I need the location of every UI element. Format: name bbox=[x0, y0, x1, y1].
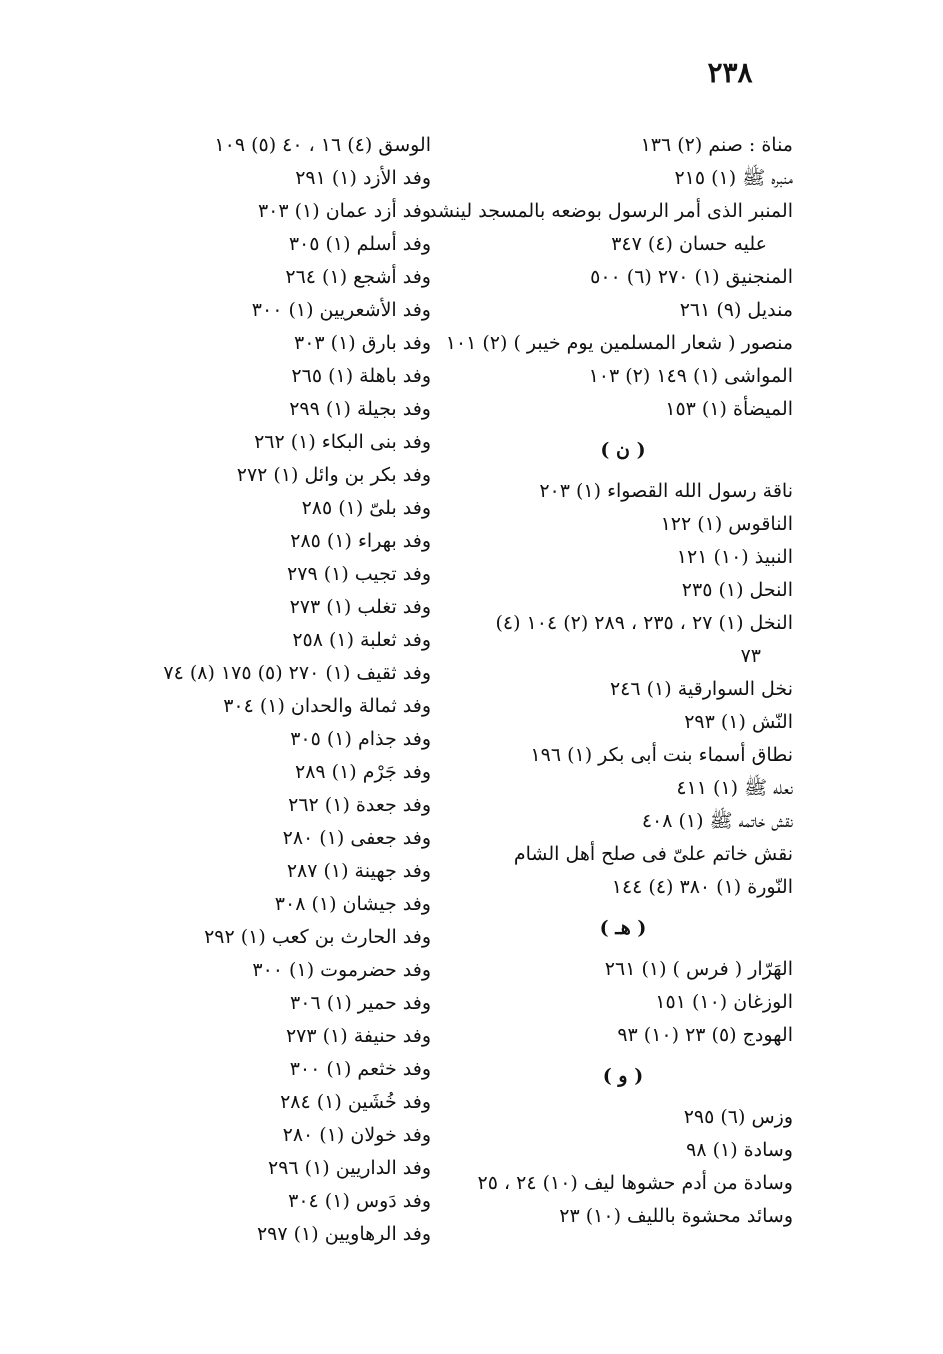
index-entry: الهَرّار ( فرس ) (١) ٢٦١ bbox=[604, 958, 793, 980]
page-number: ٢٣٨ bbox=[707, 56, 753, 89]
section-heading: ( و ) bbox=[602, 1065, 644, 1087]
index-entry: النحل (١) ٢٣٥ bbox=[681, 579, 793, 601]
index-entry: وفد جهينة (١) ٢٨٧ bbox=[286, 860, 431, 882]
index-entry: منديل (٩) ٢٦١ bbox=[679, 299, 793, 321]
index-entry: وفد أزد عمان (١) ٣٠٣ bbox=[257, 200, 431, 222]
index-entry: النّورة (١) ٣٨٠ (٤) ١٤٤ bbox=[611, 876, 793, 898]
index-entry: وفد جَرْم (١) ٢٨٩ bbox=[294, 761, 431, 783]
index-entry: وفد جيشان (١) ٣٠٨ bbox=[274, 893, 431, 915]
index-entry: وفد بلىّ (١) ٢٨٥ bbox=[301, 497, 431, 519]
index-column-left bbox=[101, 129, 431, 1251]
index-entry: النّش (١) ٢٩٣ bbox=[684, 711, 793, 733]
index-entry: وفد بنى البكاء (١) ٢٦٢ bbox=[254, 431, 431, 453]
index-entry: وفد باهلة (١) ٢٦٥ bbox=[291, 365, 431, 387]
index-column-right bbox=[428, 129, 793, 1233]
index-entry: وسادة من أدم حشوها ليف (١٠) ٢٤ ، ٢٥ bbox=[477, 1172, 793, 1194]
index-entry: وفد جعفى (١) ٢٨٠ bbox=[282, 827, 431, 849]
index-entry: وفد حنيفة (١) ٢٧٣ bbox=[285, 1025, 431, 1047]
index-entry: وسادة (١) ٩٨ bbox=[686, 1139, 793, 1161]
index-entry: ٧٣ bbox=[740, 645, 761, 667]
index-entry: وفد الأشعريين (١) ٣٠٠ bbox=[251, 299, 431, 321]
index-entry: وفد خثعم (١) ٣٠٠ bbox=[289, 1058, 431, 1080]
index-entry: نقش خاتم علىّ فى صلح أهل الشام bbox=[513, 843, 793, 865]
index-entry: وفد أسلم (١) ٣٠٥ bbox=[288, 233, 431, 255]
index-entry: وفد حضرموت (١) ٣٠٠ bbox=[252, 959, 431, 981]
index-entry: المواشى (١) ١٤٩ (٢) ١٠٣ bbox=[588, 365, 793, 387]
index-entry: نخل السوارقية (١) ٢٤٦ bbox=[609, 678, 793, 700]
index-entry: عليه حسان (٤) ٣٤٧ bbox=[611, 233, 767, 255]
index-entry: مناة : صنم (٢) ١٣٦ bbox=[640, 134, 793, 156]
index-entry: منصور ( شعار المسلمين يوم خيبر ) (٢) ١٠١ bbox=[445, 332, 793, 354]
index-entry: وفد دَوس (١) ٣٠٤ bbox=[288, 1190, 431, 1212]
index-entry: الهودج (٥) ٢٣ (١٠) ٩٣ bbox=[617, 1024, 793, 1046]
index-entry: وفد ثعلبة (١) ٢٥٨ bbox=[292, 629, 431, 651]
index-entry: النخل (١) ٢٧ ، ٢٣٥ ، ٢٨٩ (٢) ١٠٤ (٤) bbox=[495, 612, 793, 634]
index-entry: وفد ثقيف (١) ٢٧٠ (٥) ١٧٥ (٨) ٧٤ bbox=[163, 662, 431, 684]
index-entry: الميضأة (١) ١٥٣ bbox=[665, 398, 793, 420]
index-entry: المنجنيق (١) ٢٧٠ (٦) ٥٠٠ bbox=[590, 266, 793, 288]
index-entry: النبيذ (١٠) ١٢١ bbox=[676, 546, 793, 568]
index-entry: وفد خولان (١) ٢٨٠ bbox=[282, 1124, 431, 1146]
index-entry: وفد بكر بن وائل (١) ٢٧٢ bbox=[236, 464, 431, 486]
index-entry: وفد بهراء (١) ٢٨٥ bbox=[290, 530, 431, 552]
section-heading: ( ن ) bbox=[600, 439, 646, 461]
index-entry: وفد حمير (١) ٣٠٦ bbox=[290, 992, 431, 1014]
index-entry: نعله ﷺ (١) ٤١١ bbox=[676, 777, 793, 799]
index-entry: منبره ﷺ (١) ٢١٥ bbox=[674, 167, 793, 189]
index-entry: وفد خُشَين (١) ٢٨٤ bbox=[280, 1091, 431, 1113]
index-entry: الناقوس (١) ١٢٢ bbox=[660, 513, 793, 535]
index-entry: وفد أشجع (١) ٢٦٤ bbox=[285, 266, 431, 288]
index-entry: وفد تغلب (١) ٢٧٣ bbox=[289, 596, 431, 618]
index-entry: وفد الرهاويين (١) ٢٩٧ bbox=[256, 1223, 431, 1245]
index-entry: وفد جذام (١) ٣٠٥ bbox=[290, 728, 431, 750]
index-entry: وسائد محشوة بالليف (١٠) ٢٣ bbox=[559, 1205, 793, 1227]
index-entry: وفد الحارث بن كعب (١) ٢٩٢ bbox=[204, 926, 431, 948]
index-entry: وزس (٦) ٢٩٥ bbox=[683, 1106, 793, 1128]
index-entry: المنبر الذى أمر الرسول بوضعه بالمسجد لينشد bbox=[428, 200, 793, 222]
index-entry: وفد تجيب (١) ٢٧٩ bbox=[287, 563, 431, 585]
index-entry: وفد بجيلة (١) ٢٩٩ bbox=[289, 398, 431, 420]
index-entry: نقش خاتمه ﷺ (١) ٤٠٨ bbox=[641, 810, 793, 832]
section-heading: ( هـ ) bbox=[599, 917, 647, 939]
index-entry: الوسق (٤) ١٦ ، ٤٠ (٥) ١٠٩ bbox=[214, 134, 431, 156]
index-entry: وفد ثمالة والحدان (١) ٣٠٤ bbox=[223, 695, 431, 717]
index-entry: وفد بارق (١) ٣٠٣ bbox=[293, 332, 431, 354]
index-entry: وفد الأزد (١) ٢٩١ bbox=[295, 167, 431, 189]
index-entry: وفد جعدة (١) ٢٦٢ bbox=[288, 794, 431, 816]
index-entry: الوزغان (١٠) ١٥١ bbox=[655, 991, 793, 1013]
index-entry: نطاق أسماء بنت أبى بكر (١) ١٩٦ bbox=[530, 744, 793, 766]
index-entry: وفد الداريين (١) ٢٩٦ bbox=[268, 1157, 431, 1179]
index-entry: ناقة رسول الله القصواء (١) ٢٠٣ bbox=[539, 480, 793, 502]
